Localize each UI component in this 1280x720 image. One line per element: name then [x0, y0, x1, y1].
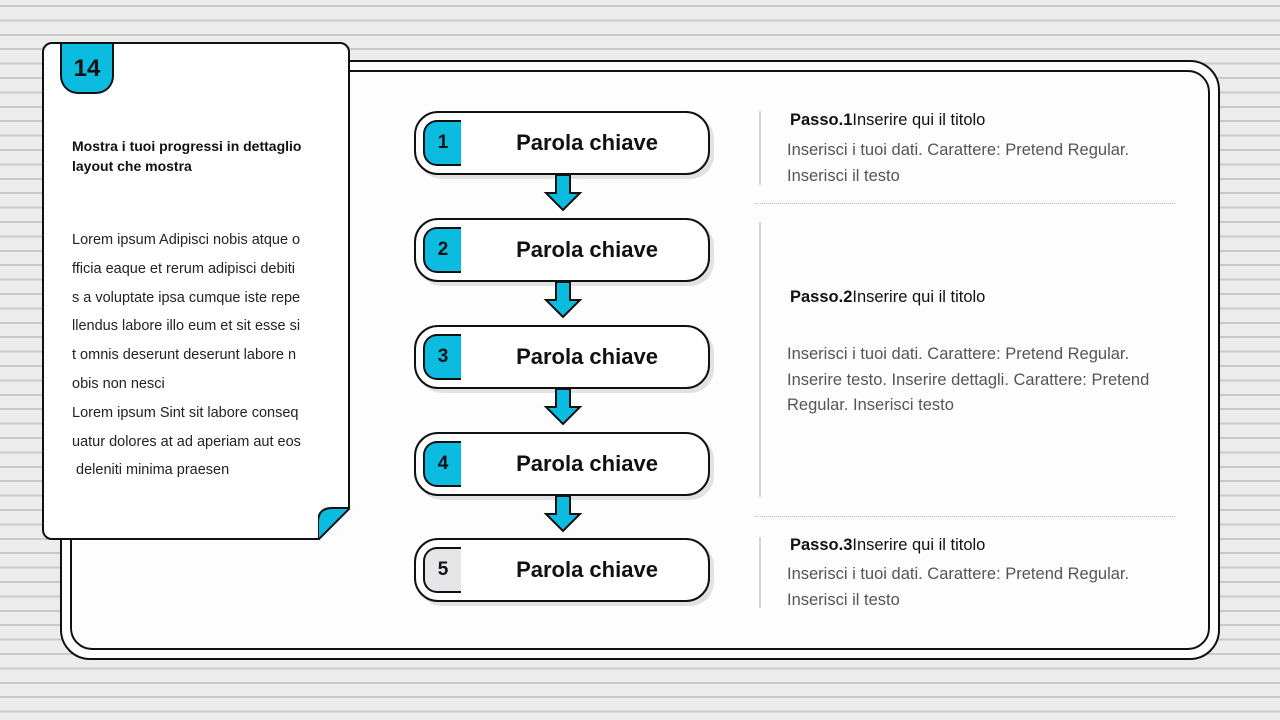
card-body-line: uatur dolores at ad aperiam aut eos — [72, 433, 301, 450]
card-body-line: Lorem ipsum Adipisci nobis atque o — [72, 232, 301, 248]
step-number: 5 — [423, 547, 461, 593]
arrow-down-icon — [543, 282, 583, 320]
dotted-separator — [755, 203, 1175, 204]
divider — [759, 111, 761, 185]
card-body-line: s a voluptate ipsa cumque iste repe — [72, 289, 301, 306]
card-body-line: obis non nesci — [72, 375, 165, 392]
step-box-2 — [414, 218, 710, 282]
arrow-down-icon — [543, 496, 583, 534]
card-body-line: fficia eaque et rerum adipisci debiti — [72, 260, 295, 277]
step-title: Inserire qui il titolo — [852, 288, 986, 306]
step-number: 2 — [423, 227, 461, 273]
step-prefix: Passo.1 — [790, 111, 853, 129]
card-body — [72, 226, 342, 485]
detail-text-1: Inserisci i tuoi dati. Carattere: Pretend Regular. Inserisci il testo — [787, 141, 1130, 185]
step-number: 1 — [423, 120, 461, 166]
folded-corner-icon — [318, 507, 350, 540]
arrow-down-icon — [543, 175, 583, 213]
page-number-badge: 14 — [60, 44, 114, 94]
detail-title-1 — [790, 111, 985, 130]
divider — [759, 537, 761, 608]
step-box-1 — [414, 111, 710, 175]
step-label: Parola chiave — [516, 237, 658, 262]
step-number: 4 — [423, 441, 461, 487]
card-body-line: deleniti minima praesen — [72, 462, 230, 479]
arrow-down-icon — [543, 389, 583, 427]
step-label: Parola chiave — [516, 557, 658, 582]
step-box-3 — [414, 325, 710, 389]
detail-title-2 — [790, 288, 985, 307]
step-label: Parola chiave — [516, 344, 658, 369]
detail-text-3: Inserisci i tuoi dati. Carattere: Pretend Regular. Inserisci il testo — [787, 565, 1130, 609]
step-title: Inserire qui il titolo — [852, 536, 986, 554]
step-box-5 — [414, 538, 710, 602]
divider — [759, 222, 761, 497]
card-title: Mostra i tuoi progressi in dettaglio layout che mostra — [72, 138, 302, 174]
card-body-line: llendus labore illo eum et sit esse si — [72, 318, 301, 335]
card-body-line: Lorem ipsum Sint sit labore conseq — [72, 404, 299, 421]
card-body-line: t omnis deserunt deserunt labore n — [72, 347, 297, 364]
detail-text-2: Inserisci i tuoi dati. Carattere: Pretend Regular. Inserire testo. Inserire dettagli. Carattere: Pretend Regular. Inserisci testo — [787, 345, 1150, 414]
dotted-separator — [755, 516, 1175, 517]
step-label: Parola chiave — [516, 130, 658, 155]
step-label: Parola chiave — [516, 451, 658, 476]
step-number: 3 — [423, 334, 461, 380]
detail-title-3 — [790, 536, 985, 555]
step-box-4 — [414, 432, 710, 496]
step-title: Inserire qui il titolo — [852, 111, 986, 129]
step-prefix: Passo.3 — [790, 536, 853, 554]
step-prefix: Passo.2 — [790, 288, 853, 306]
